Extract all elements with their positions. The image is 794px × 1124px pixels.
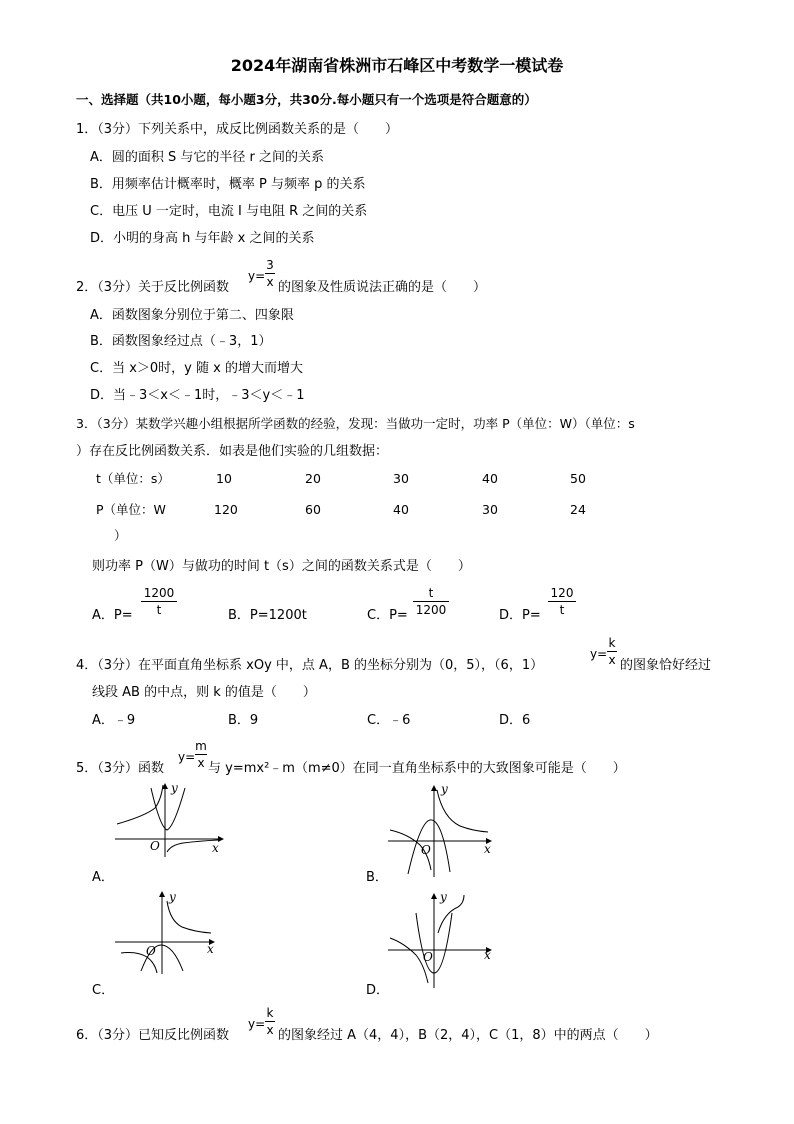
q3-option-a-fraction <box>141 587 177 616</box>
q6-prefix: 6．（3分）已知反比例函数 <box>76 1028 230 1043</box>
table-cell: 60 <box>305 502 321 517</box>
fraction-denominator: t <box>559 603 565 617</box>
q2-option-c: C．当 x＞0时，y 随 x 的增大而增大 <box>90 361 303 376</box>
origin-label: O <box>150 839 160 853</box>
axis-x-label: x <box>212 841 219 855</box>
fraction-denominator: 1200 <box>415 603 447 617</box>
fraction-numerator: 1200 <box>143 586 175 600</box>
q3-ask: 则功率 P（W）与做功的时间 t（s）之间的函数关系式是（ ） <box>92 559 471 574</box>
q5-func-lhs: y= <box>178 750 196 764</box>
axis-y-label: y <box>171 781 178 795</box>
q4-func-den: x <box>608 653 616 667</box>
q4-line1: 4．（3分）在平面直角坐标系 xOy 中，点 A，B 的坐标分别为（0，5），（6，1） <box>76 658 544 673</box>
q5-graph-d <box>388 890 498 988</box>
table-cell: 30 <box>482 502 498 517</box>
q3-option-b: B．P=1200t <box>228 608 307 623</box>
q2-func-lhs: y= <box>248 269 266 283</box>
axis-y-label: y <box>440 890 447 904</box>
q2-option-b: B．函数图象经过点（﹣3，1） <box>90 334 272 349</box>
fraction-numerator: t <box>428 586 434 600</box>
table-cell: 10 <box>216 471 232 486</box>
q4-option-c: C．﹣6 <box>367 713 411 728</box>
table-cell: 40 <box>393 502 409 517</box>
q1-option-d: D．小明的身高 h 与年龄 x 之间的关系 <box>90 231 315 246</box>
q5-label-b: B． <box>366 870 388 885</box>
origin-label: O <box>421 843 431 857</box>
q3-option-d-fraction <box>548 587 576 616</box>
table-cell: 50 <box>570 471 586 486</box>
axis-x-label: x <box>484 842 491 856</box>
table-cell: 20 <box>305 471 321 486</box>
q2-prefix: 2．（3分）关于反比例函数 <box>76 280 230 295</box>
q1-option-b: B．用频率估计概率时，概率 P 与频率 p 的关系 <box>90 177 366 192</box>
q5-graph-a <box>115 782 225 857</box>
axis-x-label: x <box>207 942 214 956</box>
axis-x-label: x <box>484 948 491 962</box>
q6-func-lhs: y= <box>248 1017 266 1031</box>
table-row2-label: P（单位：W <box>96 502 166 517</box>
table-cell: 40 <box>482 471 498 486</box>
q5-graph-b <box>388 782 498 877</box>
q4-option-b: B．9 <box>228 713 259 728</box>
q4-line2: 线段 AB 的中点，则 k 的值是（ ） <box>92 685 316 700</box>
q5-suffix: 与 y=mx²﹣m（m≠0）在同一直角坐标系中的大致图象可能是（ ） <box>208 761 626 776</box>
q4-func-num: k <box>608 636 616 650</box>
fraction-denominator: t <box>156 603 162 617</box>
q4-line1-tail: 的图象恰好经过 <box>620 658 712 673</box>
q1-option-a: A．圆的面积 S 与它的半径 r 之间的关系 <box>90 150 325 165</box>
origin-label: O <box>423 950 433 964</box>
q4-option-d: D．6 <box>499 713 531 728</box>
table-cell: 120 <box>214 502 238 517</box>
q5-prefix: 5．（3分）函数 <box>76 761 165 776</box>
q4-func-lhs: y= <box>590 647 608 661</box>
q2-func-num: 3 <box>266 258 274 272</box>
q2-option-d: D．当﹣3＜x＜﹣1时，﹣3＜y＜﹣1 <box>90 388 305 403</box>
table-cell: 24 <box>570 502 586 517</box>
q5-func-den: x <box>197 756 205 770</box>
q3-option-c-prefix: C．P= <box>367 608 408 623</box>
q3-line2: ）存在反比例函数关系．如表是他们实验的几组数据： <box>76 444 389 459</box>
q2-suffix: 的图象及性质说法正确的是（ ） <box>278 280 487 295</box>
page-title: 2024年湖南省株洲市石峰区中考数学一模试卷 <box>230 56 564 75</box>
q2-option-a: A．函数图象分别位于第二、四象限 <box>90 308 294 323</box>
section-heading: 一、选择题（共10小题，每小题3分，共30分.每小题只有一个选项是符合题意的） <box>76 92 537 107</box>
q4-option-a: A．﹣9 <box>92 713 136 728</box>
q1-stem: 1．（3分）下列关系中，成反比例函数关系的是（ ） <box>76 122 399 137</box>
origin-label: O <box>146 944 156 958</box>
table-cell: 30 <box>393 471 409 486</box>
axis-y-label: y <box>169 890 176 904</box>
q6-func-den: x <box>266 1023 274 1037</box>
q5-graph-c <box>115 889 225 974</box>
axis-y-label: y <box>441 782 448 796</box>
q3-option-c-fraction <box>413 587 449 616</box>
q5-label-d: D． <box>366 983 390 998</box>
table-row2-close: ） <box>114 528 127 543</box>
q5-label-c: C． <box>92 983 115 998</box>
q5-label-a: A． <box>92 870 114 885</box>
q5-func-num: m <box>195 739 207 753</box>
fraction-numerator: 120 <box>550 586 574 600</box>
q3-line1: 3．（3分）某数学兴趣小组根据所学函数的经验，发现：当做功一定时，功率 P（单位：W）（单位：s <box>76 416 635 431</box>
q6-func-num: k <box>266 1006 274 1020</box>
table-row1-label: t（单位：s） <box>96 471 170 486</box>
q3-option-a-prefix: A．P= <box>92 608 133 623</box>
q2-func-den: x <box>266 275 274 289</box>
q3-option-d-prefix: D．P= <box>499 608 541 623</box>
q6-suffix: 的图象经过 A（4，4），B（2，4），C（1，8）中的两点（ ） <box>278 1028 658 1043</box>
q1-option-c: C．电压 U 一定时，电流 I 与电阻 R 之间的关系 <box>90 204 368 219</box>
